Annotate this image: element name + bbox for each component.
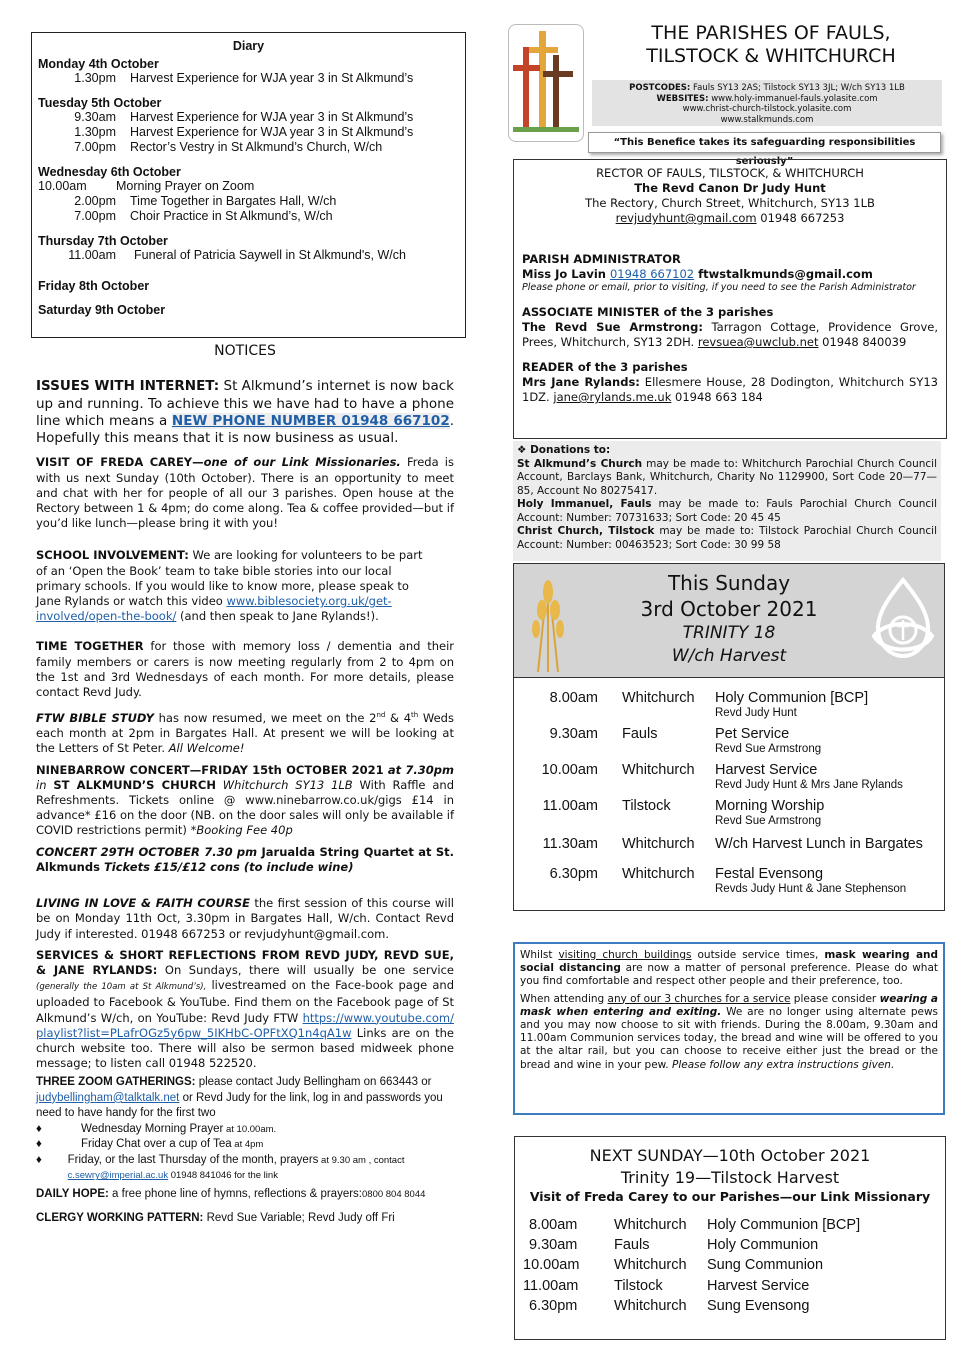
bullet-icon: ♦ xyxy=(36,1153,42,1166)
notice-ninebarrow: NINEBARROW CONCERT—FRIDAY 15th OCTOBER 2021 at 7.30pm in ST ALKMUND’S CHURCH Whitchurch SY13 1LB With Raffle and Refreshments. Tickets online @ www.ninebarrow.co.uk/gigs £14 in advance* £16 on the door (NB. on the door sales will only be available if COVID restrictions permit) *Booking Fee 40p xyxy=(36,762,454,838)
wheat-icon xyxy=(524,574,572,672)
diary-event: 1.30pm Harvest Experience for WJA year 3 in St Alkmund’s xyxy=(74,125,414,139)
sewry-email-link[interactable]: c.sewry@imperial.ac.uk xyxy=(67,1170,169,1182)
diary-day: Monday 4th October xyxy=(38,57,159,71)
zoom-list-item: ♦ Friday Chat over a cup of Tea at 4pm xyxy=(36,1137,454,1153)
this-sunday-services: 8.00am Whitchurch Holy Communion [BCP] Revd Judy Hunt 9.30am Fauls Pet Service Revd Sue Armstrong 10.00am Whitchurch Harvest Service Revd Judy Hunt & Mrs Jane Rylands 11.00am Tilstock Morning Worship Revd Sue Armstrong 11.30am Whitchurch W/ch Harvest Lunch in Bargates 6.30pm Whitchurch Festal Evensong Revds Judy Hunt & Jane Stephenson xyxy=(513,678,945,911)
website-link[interactable]: www.stalkmunds.com xyxy=(720,114,814,125)
parish-info-box: POSTCODES: Fauls SY13 2AS; Tilstock SY13 3JL; W/ch SY13 1LB WEBSITES: www.holy-immanuel-fauls.yolasite.com www.christ-church-tilstock.yolasite.com www.stalkmunds.com xyxy=(592,80,942,126)
zoom-list-item: ♦ Wednesday Morning Prayer at 10.00am. xyxy=(36,1122,454,1138)
notice-school: SCHOOL INVOLVEMENT: We are looking for volunteers to be part of an ‘Open the Book’ team to take bible stories into our local primary schools. If you would like to know more, please speak to Jane Rylands or watch this video www.biblesociety.org.uk/get-involved/open-the-book/ (and then speak to Jane Rylands!). xyxy=(36,548,423,624)
notices-title: NOTICES xyxy=(214,343,276,359)
notice-internet: ISSUES WITH INTERNET: St Alkmund’s internet is now back up and running. To achieve this we have had to have a phone line which means a NEW PHONE NUMBER 01948 667102. Hopefully this means that it is now business as usual. xyxy=(36,378,455,447)
donations-box: ❖ Donations to: St Alkmund’s Church may be made to: Whitchurch Parochial Church Council Account, Barclays Bank, Whitchurch, Charity No 1129900, Sort Code 20—77—85, Account No 80275417. Holy Immanuel, Fauls may be made to: Fauls Parochial Church Council Account: Number: 70731633; Sort Code: 20 45 45 Christ Church, Tilstock may be made to: Tilstock Parochial Church Council Account: Number: 00463523; Sort Code: 30 99 58 xyxy=(513,441,941,561)
diary-event: 9.30am Harvest Experience for WJA year 3 in St Alkmund’s xyxy=(74,110,414,124)
assoc-email-link[interactable]: revsuea@uwclub.net xyxy=(697,335,819,349)
youtube-playlist-link[interactable]: https://www.youtube.com/playlist?list=PLafrOGz5y6pw_5IKHbC-OPFtXQ1n4qA1w xyxy=(36,1010,454,1040)
diary-event: 7.00pm Choir Practice in St Alkmund’s, W/ch xyxy=(74,209,333,223)
mask-guidance-box: Whilst visiting church buildings outside service times, mask wearing and social distancing are now a matter of personal preference. Please do what you find comfortable and respect other people and their preference, too. When attending any of our 3 churches for a service please consider wearing a mask when entering and exiting. We are no longer using alternate pews and you may now choose to sit with friends. During the 8.00am, 9.30am and 11.00am Communion services today, the bread and wine will be offered to you at the altar rail, but you can choose to receive either just the bread or the bread and wine in your pew. Please follow any extra instructions given. xyxy=(513,942,945,1115)
diary-event: 1.30pm Harvest Experience for WJA year 3 in St Alkmund’s xyxy=(74,71,414,85)
notice-freda: VISIT OF FREDA CAREY—one of our Link Missionaries. Freda is with us next Sunday (10th October). There is an opportunity to meet and chat with her for people of all our 3 parishes. Open house at the Rectory between 1 & 4pm; do come along. Tea & coffee provided—but if you’d like lunch—please bring it with you! xyxy=(36,455,454,531)
parish-title: THE PARISHES OF FAULS, TILSTOCK & WHITCHURCH xyxy=(646,22,896,67)
rector-block: RECTOR OF FAULS, TILSTOCK, & WHITCHURCH The Revd Canon Dr Judy Hunt The Rectory, Church Street, Whitchurch, SY13 1LB revjudyhunt@gmail.com 01948 667253 xyxy=(585,166,875,225)
notice-services-reflections: SERVICES & SHORT REFLECTIONS FROM REVD JUDY, REVD SUE, & JANE RYLANDS: On Sundays, there will usually be one service (generally the 10am at St Alkmund’s), livestreamed on the Face-book page and uploaded to Facebook & YouTube. Find them on the Facebook page of St Alkmund’s W/ch, on YouTube: Revd Judy FTW https://www.youtube.com/playlist?list=PLafrOGz5y6pw_5IKHbC-OPFtXQ1n4qA1w Links are on the church website too. There will also be sermon based midweek phone message; to listen call 01948 522520. xyxy=(36,947,455,1071)
bullet-icon: ♦ xyxy=(36,1138,42,1151)
diary-day: Thursday 7th October xyxy=(38,234,168,248)
new-phone-link[interactable]: NEW PHONE NUMBER 01948 667102 xyxy=(171,412,450,429)
zoom-list-item: ♦ Friday, or the last Thursday of the month, prayers at 9.30 am , contact c.sewry@imperial.ac.uk 01948 841046 for the link xyxy=(36,1153,454,1184)
this-sunday-header xyxy=(513,563,945,678)
next-sunday-box: NEXT SUNDAY—10th October 2021 Trinity 19—Tilstock Harvest Visit of Freda Carey to our Parishes—our Link Missionary 8.00am Whitchurch Holy Communion [BCP] 9.30am Fauls Holy Communion 10.00am Whitchurch Sung Communion 11.00am Tilstock Harvest Service 6.30pm Whitchurch Sung Evensong xyxy=(514,1136,946,1340)
associate-minister-block: ASSOCIATE MINISTER of the 3 parishes The Revd Sue Armstrong: Tarragon Cottage, Providence Grove, Prees, Whitchurch, SY13 2DH. revsuea@uwclub.net 01948 840039 xyxy=(522,305,938,349)
bullet-icon: ♦ xyxy=(36,1122,42,1135)
reader-email-link[interactable]: jane@rylands.me.uk xyxy=(553,390,672,404)
website-link[interactable]: www.holy-immanuel-fauls.yolasite.com xyxy=(708,93,878,104)
bible-society-link[interactable]: www.biblesociety.org.uk/get-involved/open-the-book/ xyxy=(36,594,392,624)
diary-day: Friday 8th October xyxy=(38,279,150,293)
diary-title: Diary xyxy=(232,39,265,53)
notice-living-in-love: LIVING IN LOVE & FAITH COURSE the first session of this course will be on Monday 11th Oct, 3.30pm in Bargates Hall, W/ch. Contact Revd Judy if interested. 01948 667253 or revjudyhunt@gmail.com. xyxy=(36,896,454,941)
diamond-icon: ❖ xyxy=(517,444,531,456)
safeguarding-statement: “This Benefice takes its safeguarding responsibilities seriously” xyxy=(588,132,941,153)
diary-event: 11.00am Funeral of Patricia Saywell in St Alkmund's, W/ch xyxy=(68,248,406,262)
website-link[interactable]: www.christ-church-tilstock.yolasite.com xyxy=(682,104,852,114)
next-sunday-title: NEXT SUNDAY—10th October 2021 Trinity 19—Tilstock Harvest Visit of Freda Carey to our Parishes—our Link Missionary xyxy=(529,1146,931,1204)
notice-ftw-bible-study: FTW BIBLE STUDY has now resumed, we meet on the 2nd & 4th Weds each month at 2pm in Bargates Hall. At present we will be looking at the Letters of St Peter. All Welcome! xyxy=(36,711,454,756)
diary-event: 7.00pm Rector’s Vestry in St Alkmund’s Church, W/ch xyxy=(74,140,383,154)
notice-zoom: THREE ZOOM GATHERINGS: please contact Judy Bellingham on 663443 or judybellingham@talktalk.net or Revd Judy for the link, log in and passwords you need to have handy for the first two ♦ Wednesday Morning Prayer at 10.00am. ♦ Friday Chat over a cup of Tea at 4pm ♦ Friday, or the last Thursday of the month, prayers at 9.30 am , contact c.sewry@imperial.ac.uk 01948 841046 for the link DAILY HOPE: a free phone line of hymns, reflections & prayers:0800 804 8044 CLERGY WORKING PATTERN: Revd Sue Variable; Revd Judy off Fri xyxy=(36,1075,454,1226)
trinity-icon xyxy=(866,576,940,660)
diary-day: Tuesday 5th October xyxy=(38,96,162,110)
notice-daily-hope: DAILY HOPE: a free phone line of hymns, reflections & prayers:0800 804 8044 xyxy=(36,1187,426,1200)
diary-box xyxy=(31,32,466,338)
diary-day: Saturday 9th October xyxy=(38,303,166,317)
this-sunday-title: This Sunday 3rd October 2021 TRINITY 18 W/ch Harvest xyxy=(640,571,818,666)
diary-event: 10.00am Morning Prayer on Zoom xyxy=(38,179,255,193)
judy-bellingham-email-link[interactable]: judybellingham@talktalk.net xyxy=(36,1091,180,1104)
reader-block: READER of the 3 parishes Mrs Jane Rylands: Ellesmere House, 28 Dodington, Whitchurch SY13 1DZ. jane@rylands.me.uk 01948 663 184 xyxy=(522,360,938,404)
donations-heading: ❖ Donations to: xyxy=(517,444,611,456)
notice-concert: CONCERT 29TH OCTOBER 7.30 pm Jarualda String Quartet at St. Alkmunds Tickets £15/£12 cons (to include wine) xyxy=(36,844,454,874)
admin-phone-link[interactable]: 01948 667102 xyxy=(609,267,695,281)
rector-email-link[interactable]: revjudyhunt@gmail.com xyxy=(615,211,757,225)
diary-event: 2.00pm Time Together in Bargates Hall, W/ch xyxy=(74,194,337,208)
notices-column xyxy=(36,344,454,1226)
administrator-block: PARISH ADMINISTRATOR Miss Jo Lavin 01948 667102 ftwstalkmunds@gmail.com Please phone or email, prior to visiting, if you need to see the Parish Administrator xyxy=(522,252,916,293)
admin-email-link[interactable]: ftwstalkmunds@gmail.com xyxy=(694,267,873,281)
notice-time-together: TIME TOGETHER for those with memory loss / dementia and their family members or carers is now meeting regularly from 2 to 4pm on the 1st and 3rd Wednesdays of each month. For more details, please contact Revd Judy. xyxy=(36,639,454,700)
clergy-contacts-box xyxy=(513,159,947,439)
parish-crosses-logo xyxy=(508,24,584,142)
notice-clergy-pattern: CLERGY WORKING PATTERN: Revd Sue Variable; Revd Judy off Fri xyxy=(36,1211,395,1224)
diary-day: Wednesday 6th October xyxy=(38,165,181,179)
